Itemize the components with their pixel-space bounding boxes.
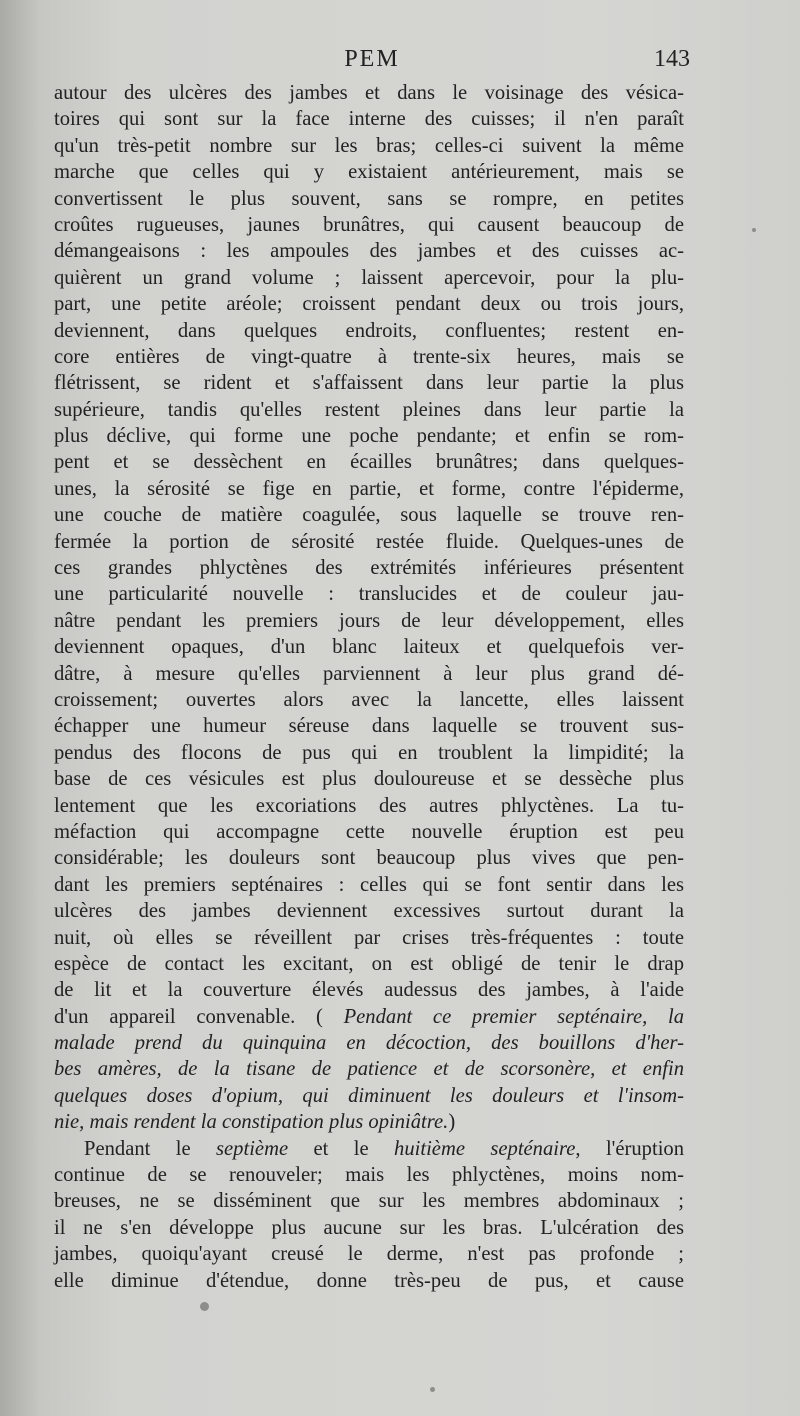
text-line: toires qui sont sur la face interne des cuisses; il n'en paraît [54,108,684,131]
text-line: continue de se renouveler; mais les phlyctènes, moins nom- [54,1164,684,1187]
text-fragment: et le [313,1137,369,1160]
text-line: deviennent opaques, d'un blanc laiteux et quelquefois ver- [54,636,684,659]
paper-speck [200,1302,209,1311]
italic-line [54,1083,684,1109]
text-line: lentement que les excoriations des autres phlyctènes. La tu- [54,794,684,817]
text-line: ces grandes phlyctènes des extrémités inférieures présentent [54,557,684,580]
text-line: pendus des flocons de pus qui en troublent la limpidité; la [54,741,684,764]
text-line: autour des ulcères des jambes et dans le voisinage des vésica- [54,82,684,104]
body-text [54,80,684,1294]
text-line: dant les premiers septénaires : celles qui se font sentir dans les [54,873,684,896]
italic-line [54,1030,684,1056]
text-line: échapper une humeur séreuse dans laquelle se trouvent sus- [54,715,684,738]
text-line: dâtre, à mesure qu'elles parviennent à leur plus grand dé- [54,662,684,685]
text-line: nuit, où elles se réveillent par crises très-fréquentes : toute [54,926,684,949]
text-line: de lit et la couverture élevés audessus des jambes, à l'aide [54,979,684,1002]
text-line: marche que celles qui y existaient antérieurement, mais se [54,161,684,184]
text-line-mixed [54,1004,684,1030]
text-line: pent et se dessèchent en écailles brunâtres; dans quelques- [54,451,684,474]
italic-fragment: nie, mais rendent la constipation plus opiniâtre. [54,1111,449,1134]
italic-fragment: quelques doses d'opium, qui diminuent les douleurs et l'insom- [54,1084,684,1107]
text-line: base de ces vésicules est plus douloureuse et se dessèche plus [54,768,684,791]
italic-fragment: huitième septénaire [394,1137,576,1160]
text-line: ulcères des jambes deviennent excessives surtout durant la [54,900,684,923]
page-number: 143 [654,46,690,72]
text-line: plus déclive, qui forme une poche pendante; et enfin se rom- [54,425,684,448]
text-fragment: d'un appareil convenable. ( [54,1005,323,1028]
text-line: quièrent un grand volume ; laissent apercevoir, pour la plu- [54,266,684,289]
italic-fragment: septième [216,1137,289,1160]
italic-fragment: Pendant ce premier septénaire, la [343,1005,684,1028]
italic-fragment: bes amères, de la tisane de patience et de scorsonère, et enfin [54,1058,684,1081]
text-line: flétrissent, se rident et s'affaissent dans leur partie la plus [54,372,684,395]
text-line: jambes, quoiqu'ayant creusé le derme, n'est pas profonde ; [54,1243,684,1266]
text-line: supérieure, tandis qu'elles restent pleines dans leur partie la [54,398,684,421]
text-line: croûtes rugueuses, jaunes brunâtres, qui causent beaucoup de [54,213,684,236]
text-line: croissement; ouvertes alors avec la lancette, elles laissent [54,688,684,711]
text-line: démangeaisons : les ampoules des jambes et des cuisses ac- [54,240,684,263]
paragraph-start-line [54,1136,684,1162]
text-line: elle diminue d'étendue, donne très-peu de pus, et cause [54,1269,684,1292]
text-fragment: Pendant le [84,1137,191,1160]
text-line: part, une petite aréole; croissent pendant deux ou trois jours, [54,293,684,316]
text-line: méfaction qui accompagne cette nouvelle éruption est peu [54,820,684,843]
text-line: nâtre pendant les premiers jours de leur développement, elles [54,609,684,632]
text-line: qu'un très-petit nombre sur les bras; celles-ci suivent la même [54,134,684,157]
text-line: convertissent le plus souvent, sans se rompre, en petites [54,187,684,210]
running-title: PEM [344,46,400,72]
text-line: une couche de matière coagulée, sous laquelle se trouve ren- [54,504,684,527]
text-line: core entières de vingt-quatre à trente-six heures, mais se [54,345,684,368]
text-line: il ne s'en développe plus aucune sur les bras. L'ulcération des [54,1216,684,1239]
paper-speck [752,228,756,232]
text-line: breuses, ne se disséminent que sur les membres abdominaux ; [54,1190,684,1213]
text-line: considérable; les douleurs sont beaucoup plus vives que pen- [54,847,684,870]
text-fragment: , l'éruption [575,1137,685,1160]
text-line: une particularité nouvelle : translucides et de couleur jau- [54,583,684,606]
text-line: espèce de contact les excitant, on est obligé de tenir le drap [54,952,684,975]
italic-fragment: malade prend du quinquina en décoction, des bouillons d'her- [54,1032,684,1055]
text-line: fermée la portion de sérosité restée fluide. Quelques-unes de [54,530,684,553]
text-line: unes, la sérosité se fige en partie, et forme, contre l'épiderme, [54,477,684,500]
running-head [54,46,690,80]
italic-line [54,1056,684,1082]
paper-speck [430,1387,435,1392]
italic-line: nie, mais rendent la constipation plus opiniâtre.) [54,1111,456,1134]
text-line: deviennent, dans quelques endroits, confluentes; restent en- [54,319,684,342]
